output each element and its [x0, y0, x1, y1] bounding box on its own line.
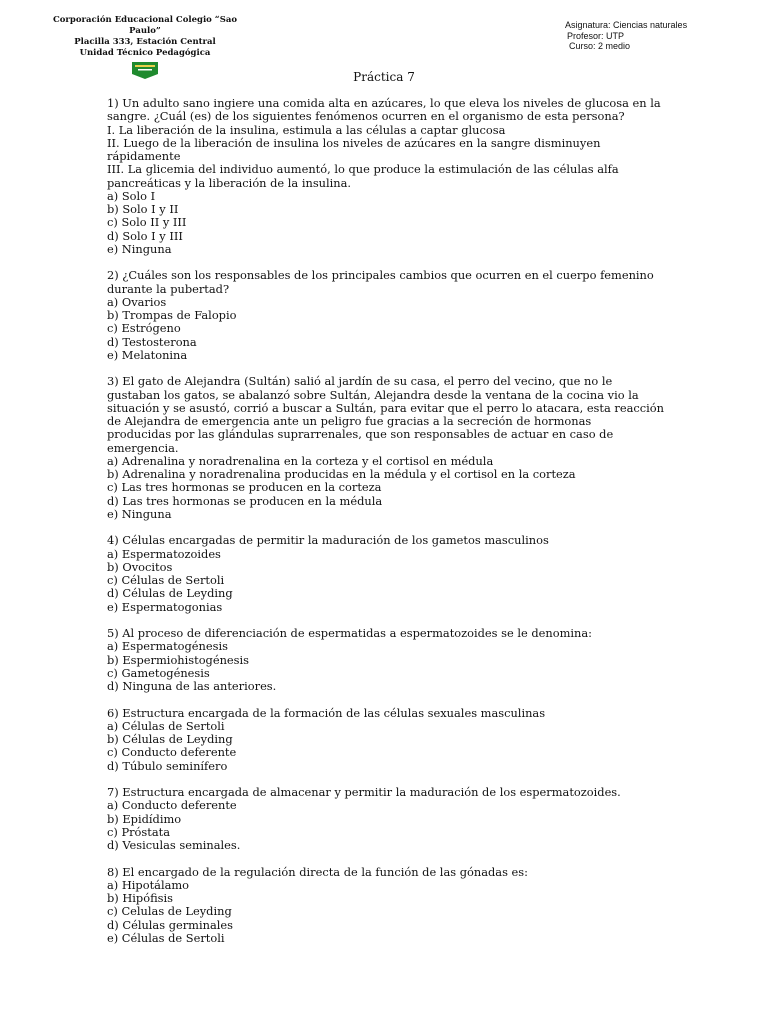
question-text-line: sangre. ¿Cuál (es) de los siguientes fenómenos ocurren en el organismo de esta persona? — [107, 109, 625, 124]
answer-option: c) Gametogénesis — [107, 665, 210, 680]
question-text-line: situación y se asustó, corrió a buscar a Sultán, para evitar que el perro lo atacara, esta reacción — [107, 400, 664, 415]
question-5 — [107, 627, 667, 693]
question-text-line: gustaban los gatos, se abalanzó sobre Sultán, Alejandra desde la ventana de la cocina vio la — [107, 387, 639, 402]
question-2 — [107, 269, 667, 362]
answer-option: c) Estrógeno — [107, 321, 181, 336]
answer-option: c) Conducto deferente — [107, 745, 237, 760]
answer-option: e) Ninguna — [107, 506, 172, 521]
course-info — [565, 20, 687, 52]
answer-option: c) Celulas de Leyding — [107, 904, 232, 919]
question-text-line: 1) Un adulto sano ingiere una comida alta en azúcares, lo que eleva los niveles de glucosa en la — [107, 96, 661, 110]
answer-option: e) Ninguna — [107, 241, 172, 256]
answer-option: a) Células de Sertoli — [107, 718, 225, 733]
answer-option: d) Testosterona — [107, 334, 197, 349]
answer-option: a) Solo I — [107, 188, 156, 203]
answer-option: d) Ninguna de las anteriores. — [107, 679, 277, 693]
question-text-line: 4) Células encargadas de permitir la maduración de los gametos masculinos — [107, 533, 549, 548]
answer-option: a) Conducto deferente — [107, 798, 237, 813]
question-list — [107, 97, 667, 958]
question-text-line: de Alejandra de emergencia ante un peligro fue gracias a la secreción de hormonas — [107, 414, 592, 428]
school-address: Placilla 333, Estación Central — [74, 37, 216, 47]
answer-option: b) Trompas de Falopio — [107, 308, 237, 322]
answer-option: c) Próstata — [107, 824, 170, 839]
answer-option: d) Las tres hormonas se producen en la médula — [107, 493, 383, 508]
answer-option: d) Células germinales — [107, 917, 233, 932]
question-text-line: 7) Estructura encargada de almacenar y permitir la maduración de los espermatozoides. — [107, 785, 621, 799]
answer-option: a) Espermatozoides — [107, 546, 221, 561]
question-text-line: 6) Estructura encargada de la formación de las células sexuales masculinas — [107, 705, 546, 720]
answer-option: b) Células de Leyding — [107, 732, 233, 746]
question-1 — [107, 97, 667, 256]
answer-option: c) Solo II y III — [107, 215, 187, 230]
subject-label: Asignatura: Ciencias naturales — [565, 20, 688, 30]
answer-option: e) Células de Sertoli — [107, 930, 225, 945]
question-text-line: 8) El encargado de la regulación directa de la función de las gónadas es: — [107, 864, 528, 879]
question-7 — [107, 786, 667, 852]
school-name: Corporación Educacional Colegio “Sao Paulo” — [52, 15, 238, 36]
answer-option: a) Adrenalina y noradrenalina en la corteza y el cortisol en médula — [107, 453, 494, 468]
question-text-line: rápidamente — [107, 149, 181, 163]
answer-option: b) Espermiohistogénesis — [107, 652, 249, 667]
question-6 — [107, 707, 667, 773]
question-text-line: 3) El gato de Alejandra (Sultán) salió al jardín de su casa, el perro del vecino, que no le — [107, 374, 613, 389]
answer-option: a) Hipotálamo — [107, 877, 190, 892]
answer-option: b) Solo I y II — [107, 202, 179, 216]
answer-option: b) Hipófisis — [107, 891, 174, 905]
answer-option: d) Vesiculas seminales. — [107, 838, 241, 852]
answer-option: b) Adrenalina y noradrenalina producidas en la médula y el cortisol en la corteza — [107, 467, 576, 481]
answer-option: d) Solo I y III — [107, 228, 183, 243]
answer-option: c) Las tres hormonas se producen en la corteza — [107, 480, 382, 495]
answer-option: d) Células de Leyding — [107, 586, 233, 601]
answer-option: b) Ovocitos — [107, 559, 173, 574]
page-title: Práctica 7 — [353, 70, 415, 84]
answer-option: e) Melatonina — [107, 347, 188, 362]
question-text-line: III. La glicemia del individuo aumentó, lo que produce la estimulación de las células alfa — [107, 162, 619, 177]
answer-option: d) Túbulo seminífero — [107, 758, 228, 773]
answer-option: a) Ovarios — [107, 294, 167, 309]
course-label: Curso: 2 medio — [569, 41, 631, 51]
question-4 — [107, 534, 667, 614]
question-text-line: 2) ¿Cuáles son los responsables de los principales cambios que ocurren en el cuerpo femenino — [107, 268, 654, 283]
answer-option: a) Espermatogénesis — [107, 639, 228, 654]
answer-option: e) Espermatogonias — [107, 599, 223, 614]
answer-option: c) Células de Sertoli — [107, 573, 225, 587]
question-text-line: I. La liberación de la insulina, estimula a las células a captar glucosa — [107, 122, 506, 137]
question-3 — [107, 375, 667, 521]
question-text-line: pancreáticas y la liberación de la insulina. — [107, 175, 352, 190]
question-text-line: durante la pubertad? — [107, 281, 230, 296]
question-8 — [107, 866, 667, 946]
question-text-line: emergencia. — [107, 440, 179, 455]
answer-option: b) Epidídimo — [107, 811, 182, 826]
question-text-line: producidas por las glándulas suprarrenales, que son responsables de actuar en caso de — [107, 427, 614, 442]
question-text-line: 5) Al proceso de diferenciación de espermatidas a espermatozoides se le denomina: — [107, 626, 592, 640]
teacher-label: Profesor: UTP — [567, 30, 625, 41]
school-unit: Unidad Técnico Pedagógica — [79, 48, 211, 58]
question-text-line: II. Luego de la liberación de insulina los niveles de azúcares en la sangre disminuyen — [107, 135, 601, 150]
